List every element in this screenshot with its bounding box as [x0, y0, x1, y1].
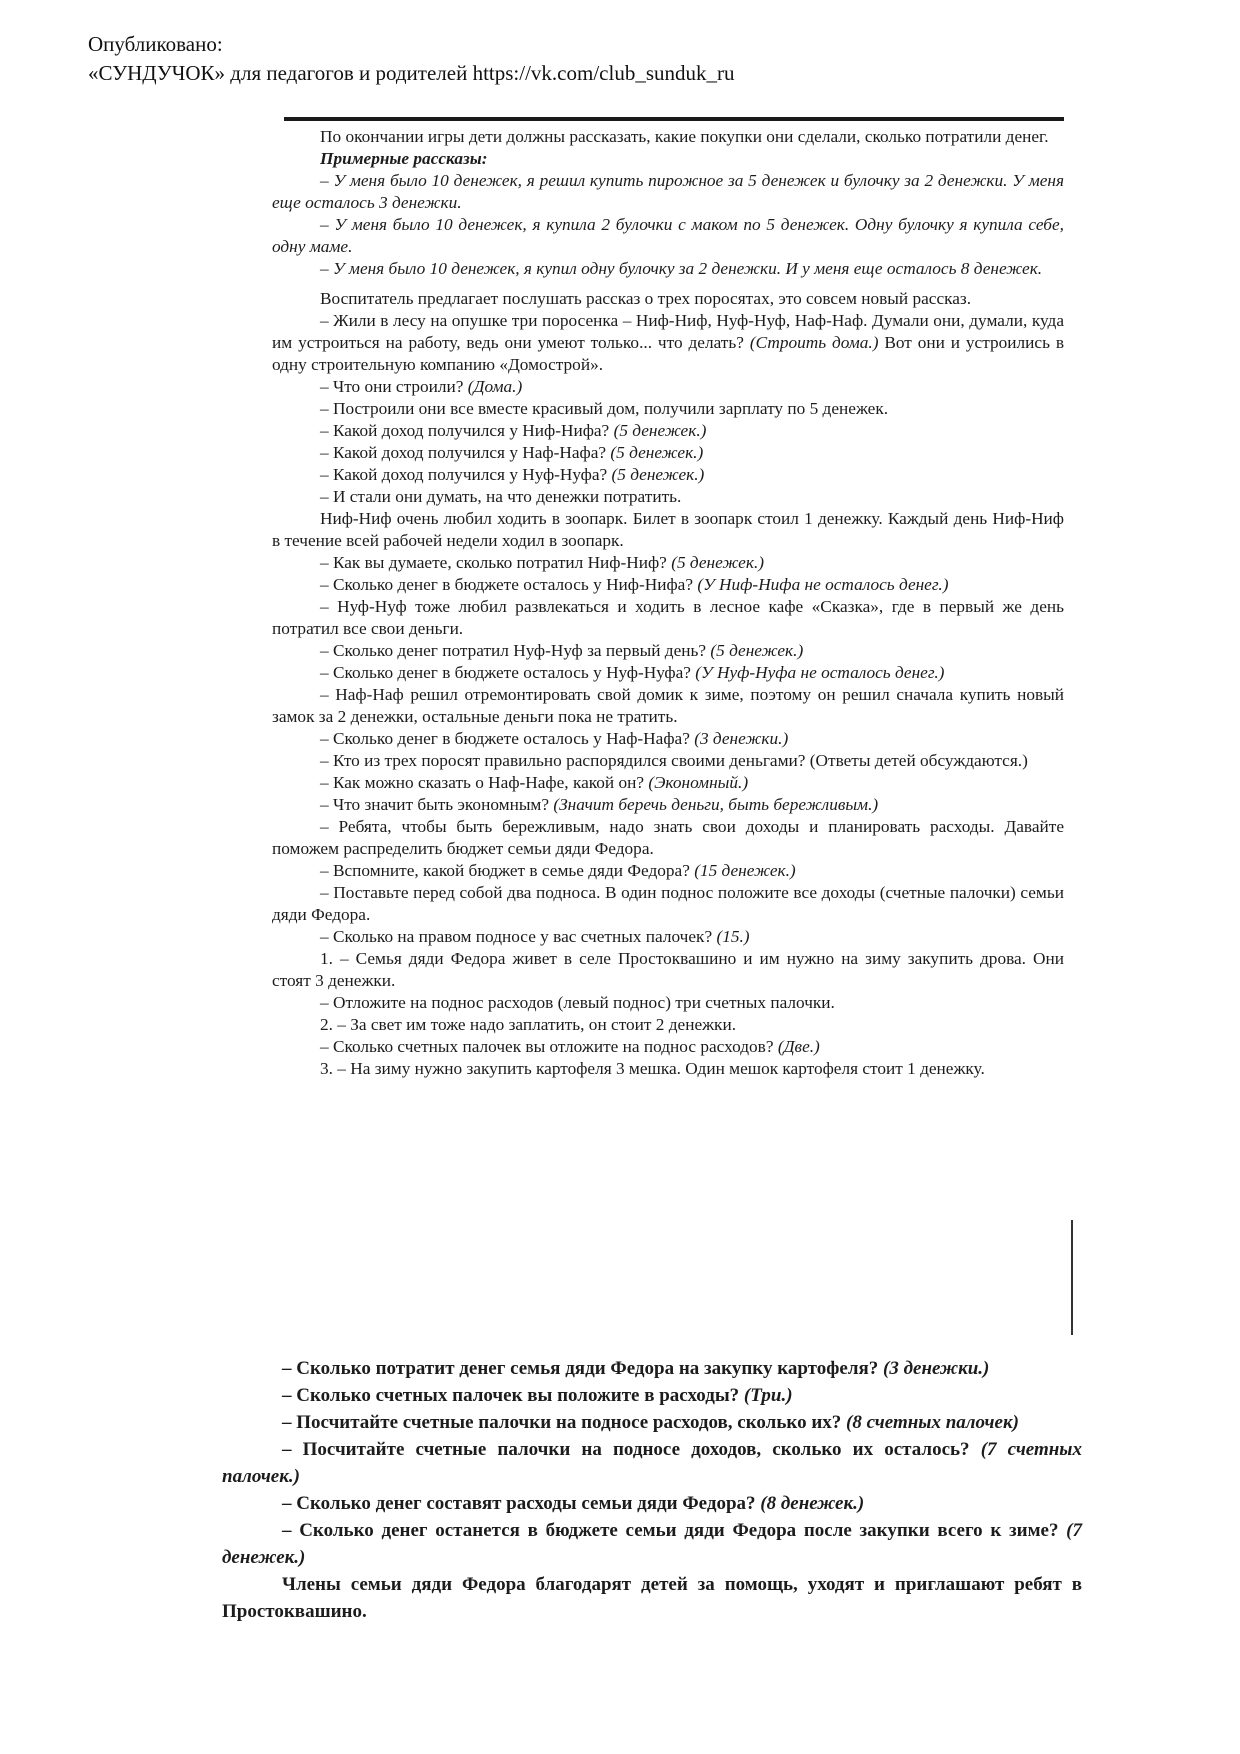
- line-text: 3. – На зиму нужно закупить картофеля 3 мешка. Один мешок картофеля стоит 1 денежку.: [320, 1059, 985, 1078]
- answer-text: (5 денежек.): [610, 443, 704, 462]
- dialogue-line: [272, 508, 1064, 552]
- line-text: – Какой доход получился у Нуф-Нуфа?: [320, 465, 612, 484]
- dialogue-line: [222, 1355, 1082, 1382]
- answer-text: (5 денежек.): [710, 641, 804, 660]
- dialogue-line: [272, 882, 1064, 926]
- answer-text: (5 денежек.): [671, 553, 765, 572]
- dialogue-line: [272, 684, 1064, 728]
- answer-text: (15.): [716, 927, 750, 946]
- dialogue-line: [272, 1058, 1064, 1080]
- line-text: – Как вы думаете, сколько потратил Ниф-Ниф?: [320, 553, 672, 572]
- answer-text: (15 денежек.): [694, 861, 796, 880]
- dialogue-line: [272, 398, 1064, 420]
- dialogue-line: [272, 420, 1064, 442]
- line-text: – Посчитайте счетные палочки на подносе доходов, сколько их осталось?: [282, 1439, 981, 1460]
- answer-text: (3 денежки.): [883, 1358, 990, 1379]
- dialogue-line: [272, 464, 1064, 486]
- line-text: – Жили в лесу на опушке три поросенка – Ниф-Ниф, Нуф-Нуф, Наф-Наф. Думали они, думали, куда им устроиться на работу, ведь они умеют только... что делать?: [272, 311, 1064, 352]
- header-line-2: «СУНДУЧОК» для педагогов и родителей https://vk.com/club_sunduk_ru: [88, 61, 735, 85]
- line-text: – Посчитайте счетные палочки на подносе расходов, сколько их?: [282, 1412, 847, 1433]
- dialogue-line: [272, 1014, 1064, 1036]
- example-item: – У меня было 10 денежек, я купил одну булочку за 2 денежки. И у меня еще осталось 8 денежек.: [320, 259, 1043, 278]
- line-text: – Что значит быть экономным?: [320, 795, 554, 814]
- answer-text: (Строить дома.): [749, 333, 879, 352]
- line-text: – Сколько денег в бюджете осталось у Ниф-Нифа?: [320, 575, 698, 594]
- line-text: – Какой доход получился у Ниф-Нифа?: [320, 421, 614, 440]
- dialogue-line: [272, 310, 1064, 376]
- answer-text: (7 денежек.): [222, 1520, 1082, 1568]
- story-intro: Воспитатель предлагает послушать рассказ о трех поросятах, это совсем новый рассказ.: [320, 289, 972, 308]
- line-text: – Наф-Наф решил отремонтировать свой домик к зиме, поэтому он решил сначала купить новый замок за 2 денежки, остальные деньги пока не тратить.: [272, 685, 1064, 726]
- dialogue-line: [272, 794, 1064, 816]
- line-text: – Отложите на поднос расходов (левый поднос) три счетных палочки.: [320, 993, 835, 1012]
- dialogue-line: [222, 1490, 1082, 1517]
- line-text: 2. – За свет им тоже надо заплатить, он стоит 2 денежки.: [320, 1015, 737, 1034]
- line-text: – Сколько денег составят расходы семьи дяди Федора?: [282, 1493, 761, 1514]
- dialogue-line: [272, 1036, 1064, 1058]
- line-text: – Вспомните, какой бюджет в семье дяди Федора?: [320, 861, 695, 880]
- dialogue-line: [272, 552, 1064, 574]
- publication-header: [88, 30, 735, 88]
- answer-text: (7 счетных палочек.): [222, 1439, 1082, 1487]
- answer-text: (Три.): [743, 1385, 793, 1406]
- page-body-lower: [222, 1355, 1082, 1625]
- intro-paragraph: По окончании игры дети должны рассказать, какие покупки они сделали, сколько потратили денег.: [320, 127, 1049, 146]
- top-rule: [284, 117, 1064, 121]
- dialogue-line: [272, 376, 1064, 398]
- page-body-upper: [272, 126, 1064, 1080]
- answer-text: (У Нуф-Нуфа не осталось денег.): [695, 663, 945, 682]
- line-text: – Какой доход получился у Наф-Нафа?: [320, 443, 611, 462]
- line-text: – Сколько денег в бюджете осталось у Нуф-Нуфа?: [320, 663, 696, 682]
- header-line-1: Опубликовано:: [88, 32, 223, 56]
- answer-text: (Экономный.): [648, 773, 749, 792]
- line-text: – Что они строили?: [320, 377, 468, 396]
- answer-text: (5 денежек.): [611, 465, 705, 484]
- line-text: – Нуф-Нуф тоже любил развлекаться и ходить в лесное кафе «Сказка», где в первый же день потратил все свои деньги.: [272, 597, 1064, 638]
- line-text: – Построили они все вместе красивый дом, получили зарплату по 5 денежек.: [320, 399, 889, 418]
- line-text: – Сколько денег в бюджете осталось у Наф-Нафа?: [320, 729, 695, 748]
- answer-text: (Дома.): [467, 377, 523, 396]
- answer-text: (Две.): [777, 1037, 820, 1056]
- line-text: – Кто из трех поросят правильно распорядился своими деньгами? (Ответы детей обсуждаются.): [320, 751, 1028, 770]
- dialogue-line: [272, 926, 1064, 948]
- line-text: – И стали они думать, на что денежки потратить.: [320, 487, 682, 506]
- line-text: – Сколько на правом подносе у вас счетных палочек?: [320, 927, 717, 946]
- dialogue-line: [272, 662, 1064, 684]
- answer-text: (3 денежки.): [694, 729, 789, 748]
- answer-text: (Значит беречь деньги, быть бережливым.): [553, 795, 879, 814]
- line-text: – Сколько денег потратил Нуф-Нуф за первый день?: [320, 641, 711, 660]
- scan-margin-line: [1071, 1220, 1073, 1335]
- dialogue-line: [272, 992, 1064, 1014]
- line-text: – Сколько счетных палочек вы положите в расходы?: [282, 1385, 744, 1406]
- dialogue-line: [272, 574, 1064, 596]
- line-text-continued: Вот они и устроились в одну строительную компанию «Домострой».: [272, 333, 1065, 374]
- dialogue-line: [272, 750, 1064, 772]
- dialogue-line: [272, 772, 1064, 794]
- line-text: – Как можно сказать о Наф-Нафе, какой он?: [320, 773, 649, 792]
- dialogue-line: [222, 1382, 1082, 1409]
- dialogue-line: [272, 640, 1064, 662]
- line-text: – Ребята, чтобы быть бережливым, надо знать свои доходы и планировать расходы. Давайте поможем распределить бюджет семьи дяди Федора.: [272, 817, 1064, 858]
- dialogue-line: [272, 728, 1064, 750]
- dialogue-line: [272, 860, 1064, 882]
- dialogue-line: [272, 816, 1064, 860]
- dialogue-line: [222, 1571, 1082, 1625]
- line-text: – Поставьте перед собой два подноса. В один поднос положите все доходы (счетные палочки) семьи дяди Федора.: [272, 883, 1064, 924]
- dialogue-line: [272, 442, 1064, 464]
- dialogue-line: [272, 948, 1064, 992]
- dialogue-line: [272, 486, 1064, 508]
- answer-text: (8 денежек.): [760, 1493, 865, 1514]
- line-text: – Сколько потратит денег семья дяди Федора на закупку картофеля?: [282, 1358, 884, 1379]
- example-item: – У меня было 10 денежек, я купила 2 булочки с маком по 5 денежек. Одну булочку я купила себе, одну маме.: [272, 215, 1064, 256]
- dialogue-line: [272, 596, 1064, 640]
- line-text: Ниф-Ниф очень любил ходить в зоопарк. Билет в зоопарк стоил 1 денежку. Каждый день Ниф-Ниф в течение всей рабочей недели ходил в зоопарк.: [272, 509, 1064, 550]
- line-text: – Сколько денег останется в бюджете семьи дяди Федора после закупки всего к зиме?: [282, 1520, 1067, 1541]
- example-item: – У меня было 10 денежек, я решил купить пирожное за 5 денежек и булочку за 2 денежки. У меня еще осталось 3 денежки.: [272, 171, 1064, 212]
- line-text: – Сколько счетных палочек вы отложите на поднос расходов?: [320, 1037, 778, 1056]
- dialogue-line: [222, 1436, 1082, 1490]
- examples-title: Примерные рассказы:: [320, 149, 488, 168]
- line-text: Члены семьи дяди Федора благодарят детей за помощь, уходят и приглашают ребят в Простоквашино.: [222, 1574, 1082, 1622]
- line-text: 1. – Семья дяди Федора живет в селе Простоквашино и им нужно на зиму закупить дрова. Они стоят 3 денежки.: [272, 949, 1064, 990]
- story-dialogue: [272, 310, 1064, 1080]
- dialogue-line: [222, 1409, 1082, 1436]
- dialogue-line: [222, 1517, 1082, 1571]
- answer-text: (У Ниф-Нифа не осталось денег.): [697, 575, 949, 594]
- answer-text: (8 счетных палочек): [846, 1412, 1019, 1433]
- answer-text: (5 денежек.): [613, 421, 707, 440]
